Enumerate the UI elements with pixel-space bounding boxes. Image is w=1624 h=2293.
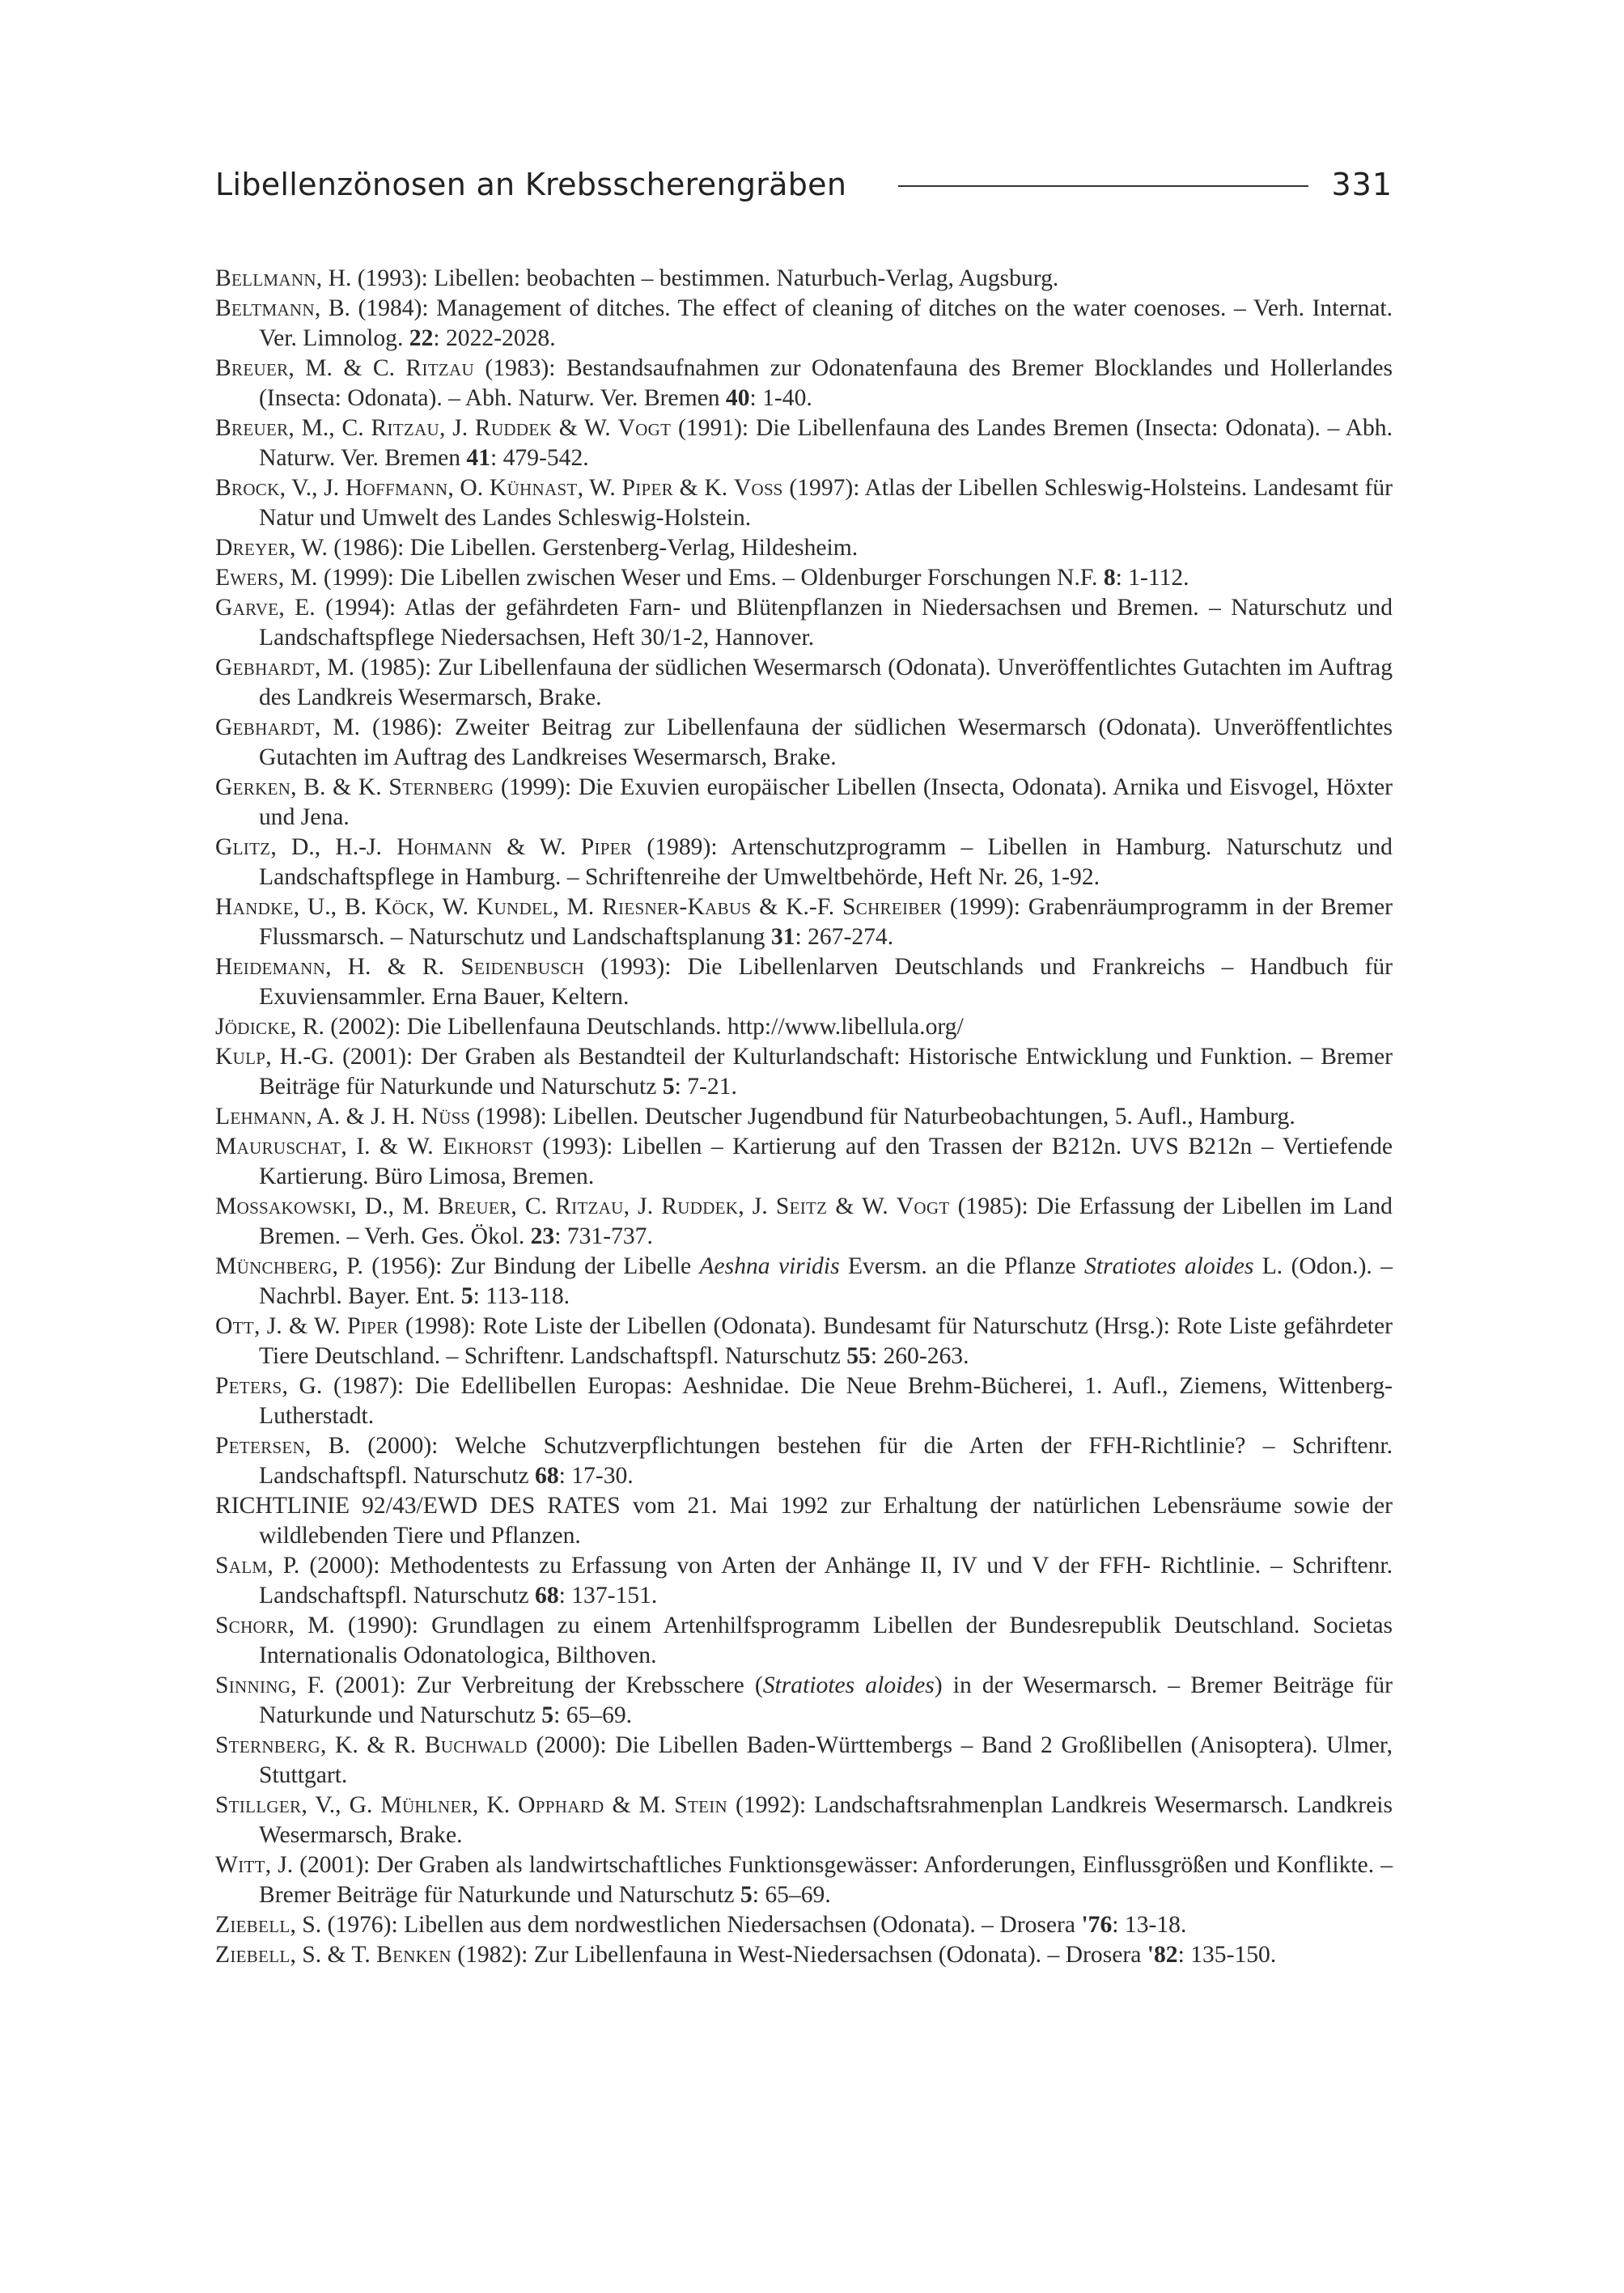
author-name: Jödicke [215, 1014, 290, 1040]
reference-text: , J. [439, 415, 475, 441]
reference-text: (1999): Grabenräumprogramm in der Bremer Flussmarsch. – Naturschutz und Landschaftsplanung [259, 894, 1393, 950]
reference-text: , M. & C. [288, 355, 406, 381]
author-name: Ziebell [215, 1942, 290, 1968]
author-name: Ziebell [215, 1912, 290, 1938]
reference-text: , W. (1986): Die Libellen. Gerstenberg-Verlag, Hildesheim. [290, 535, 859, 561]
author-name: Kundel [476, 894, 553, 920]
author-name: Breuer [215, 415, 289, 441]
author-name: Ott [215, 1313, 254, 1339]
author-name: Salm [215, 1553, 268, 1579]
author-name: Schreiber [842, 894, 943, 920]
reference-text: (1992): Landschaftsrahmenplan Landkreis Wesermarsch. Landkreis Wesermarsch, Brake. [259, 1792, 1393, 1848]
volume-number: 41 [466, 445, 491, 471]
reference-entry [215, 1102, 1393, 1132]
author-name: Petersen [215, 1433, 306, 1459]
reference-text: , V., J. [279, 475, 346, 501]
reference-text: : 479-542. [490, 445, 589, 471]
reference-text: : 17-30. [558, 1463, 634, 1489]
species-name: Stratiotes aloides [762, 1672, 935, 1698]
reference-text: (1985): Die Erfassung der Libellen im Land Bremen. – Verh. Ges. Ökol. [259, 1193, 1393, 1249]
reference-text: , K. [472, 1792, 519, 1818]
author-name: Handke [215, 894, 294, 920]
author-name: Gebhardt [215, 714, 315, 740]
reference-text: , P. (2000): Methodentests zu Erfassung von Arten der Anhänge II, IV und V der FFH- Richtlinie. – Schriftenr. Landschaftspfl. Naturschutz [259, 1553, 1393, 1608]
reference-entry [215, 1551, 1393, 1611]
reference-text: , I. & W. [341, 1134, 443, 1159]
reference-text: : 1-40. [749, 385, 812, 411]
author-name: Eikhorst [443, 1134, 533, 1159]
reference-text: , U., B. [293, 894, 375, 920]
author-name: Dreyer [215, 535, 290, 561]
author-name: Hohmann [396, 834, 493, 860]
running-header [215, 160, 1393, 209]
volume-number: 5 [740, 1882, 753, 1908]
reference-entry [215, 1850, 1393, 1910]
volume-number: 8 [1103, 565, 1116, 591]
author-name: Breuer [437, 1193, 511, 1219]
author-name: Beltmann [215, 295, 315, 321]
reference-text: (1993): Libellen – Kartierung auf den Trassen der B212n. UVS B212n – Vertiefende Kartierung. Büro Limosa, Bremen. [259, 1134, 1393, 1189]
author-name: Hoffmann [345, 475, 448, 501]
reference-text: , W. [428, 894, 477, 920]
author-name: Ewers [215, 565, 278, 591]
author-name: Schorr [215, 1613, 289, 1638]
reference-entry [215, 1371, 1393, 1431]
reference-entry [215, 1940, 1393, 1970]
reference-entry [215, 713, 1393, 773]
reference-text: (1998): Rote Liste der Libellen (Odonata). Bundesamt für Naturschutz (Hrsg.): Rote Liste gefährdeter Tiere Deutschland. – Schriftenr. Landschaftspfl. Naturschutz [259, 1313, 1393, 1369]
author-name: Piper [346, 1313, 399, 1339]
reference-entry [215, 1312, 1393, 1371]
reference-text: (1991): Die Libellenfauna des Landes Bremen (Insecta: Odonata). – Abh. Naturw. Ver. Bremen [259, 415, 1393, 471]
volume-number: 40 [725, 385, 750, 411]
reference-text: & M. [604, 1792, 675, 1818]
author-name: Buchwald [424, 1732, 528, 1758]
author-name: Piper [580, 834, 633, 860]
volume-number: 22 [409, 325, 434, 351]
reference-text: , F. (2001): Zur Verbreitung der Krebsschere ( [290, 1672, 763, 1698]
reference-entry [215, 264, 1393, 294]
reference-text: (1993): Die Libellenlarven Deutschlands und Frankreichs – Handbuch für Exuviensammler. Erna Bauer, Keltern. [259, 954, 1393, 1010]
author-name: Nüß [421, 1104, 471, 1130]
reference-text: (1983): Bestandsaufnahmen zur Odonatenfauna des Bremer Blocklandes und Hollerlandes (Insecta: Odonata). – Abh. Naturw. Ver. Bremen [259, 355, 1393, 411]
reference-text: ) in der Wesermarsch. – Bremer Beiträge für Naturkunde und Naturschutz [259, 1672, 1393, 1728]
reference-text: , J. & W. [253, 1313, 347, 1339]
author-name: Ritzau [405, 355, 474, 381]
reference-entry [215, 653, 1393, 713]
page-number: 331 [1331, 167, 1393, 202]
author-name: Mühlner [380, 1792, 473, 1818]
reference-entry [215, 952, 1393, 1012]
reference-entry [215, 892, 1393, 952]
author-name: Vogt [617, 415, 672, 441]
volume-number: 5 [541, 1702, 554, 1728]
reference-text: (1982): Zur Libellenfauna in West-Niedersachsen (Odonata). – Drosera [451, 1942, 1147, 1968]
reference-text: Eversm. an die Pflanze [839, 1253, 1085, 1279]
author-name: Opphard [518, 1792, 604, 1818]
author-name: Stein [674, 1792, 727, 1818]
running-title: Libellenzönosen an Krebsscherengräben [215, 167, 847, 202]
reference-text: & W. [551, 415, 618, 441]
reference-text: , H. (1993): Libellen: beobachten – bestimmen. Naturbuch-Verlag, Augsburg. [316, 265, 1059, 291]
reference-text: : 260-263. [870, 1343, 969, 1369]
reference-text: , B. (2000): Welche Schutzverpflichtungen bestehen für die Arten der FFH-Richtlinie? – Schriftenr. Landschaftspfl. Naturschutz [259, 1433, 1393, 1489]
header-rule [898, 185, 1308, 187]
reference-text: , B. (1984): Management of ditches. The effect of cleaning of ditches on the water coenoses. – Verh. Internat. Ver. Limnolog. [259, 295, 1393, 351]
reference-entry [215, 1611, 1393, 1671]
reference-text: : 731-737. [554, 1223, 653, 1249]
reference-entry [215, 593, 1393, 653]
reference-text: , S. & T. [290, 1942, 377, 1968]
author-name: Seitz [775, 1193, 828, 1219]
volume-number: 31 [770, 924, 795, 950]
author-name: Münchberg [215, 1253, 333, 1279]
reference-text: , M. (1999): Die Libellen zwischen Weser und Ems. – Oldenburger Forschungen N.F. [278, 565, 1104, 591]
author-name: Garve [215, 595, 279, 621]
reference-text: RICHTLINIE 92/43/EWD DES RATES vom 21. Mai 1992 zur Erhaltung der natürlichen Lebensräume sowie der wildlebenden Tiere und Pflanzen. [215, 1493, 1393, 1549]
reference-entry [215, 354, 1393, 413]
author-name: Mossakowski [215, 1193, 351, 1219]
reference-text: : 113-118. [473, 1283, 570, 1309]
volume-number: '82 [1147, 1942, 1178, 1968]
reference-text: & W. [492, 834, 581, 860]
reference-text: & W. [827, 1193, 897, 1219]
reference-text: : 135-150. [1177, 1942, 1277, 1968]
reference-text: , J. [738, 1193, 776, 1219]
reference-text: , A. & J. H. [306, 1104, 422, 1130]
reference-text: , K. & R. [320, 1732, 425, 1758]
author-name: Glitz [215, 834, 271, 860]
reference-text: , W. [577, 475, 622, 501]
reference-text: , J. (2001): Der Graben als landwirtschaftliches Funktionsgewässer: Anforderungen, Einflussgrößen und Konflikte. – Bremer Beiträge für Naturkunde und Naturschutz [259, 1852, 1393, 1908]
author-name: Ruddek [474, 415, 552, 441]
reference-text: , D., M. [350, 1193, 438, 1219]
reference-text: , D., H.-J. [270, 834, 397, 860]
reference-text: , P. (1956): Zur Bindung der Libelle [332, 1253, 700, 1279]
reference-entry [215, 833, 1393, 892]
reference-text: (1999): Die Exuvien europäischer Libellen (Insecta, Odonata). Arnika und Eisvogel, Höxter und Jena. [259, 774, 1393, 830]
author-name: Bellmann [215, 265, 316, 291]
author-name: Brock [215, 475, 280, 501]
author-name: Kulp [215, 1044, 266, 1070]
reference-entry [215, 773, 1393, 833]
reference-entry [215, 1012, 1393, 1042]
species-name: Stratiotes aloides [1084, 1253, 1254, 1279]
author-name: Heidemann [215, 954, 326, 980]
volume-number: 5 [662, 1074, 675, 1100]
reference-entry [215, 533, 1393, 563]
author-name: Voß [733, 475, 783, 501]
reference-text: : 137-151. [558, 1583, 658, 1608]
reference-text: : 7-21. [674, 1074, 737, 1100]
reference-entry [215, 1132, 1393, 1192]
author-name: Vogt [896, 1193, 950, 1219]
reference-text: , C. [511, 1193, 556, 1219]
author-name: Sternberg [215, 1732, 320, 1758]
author-name: Sinning [215, 1672, 291, 1698]
reference-text: (2000): Die Libellen Baden-Württembergs – Band 2 Großlibellen (Anisoptera). Ulmer, Stuttgart. [259, 1732, 1393, 1788]
reference-list [215, 264, 1393, 1970]
author-name: Breuer [215, 355, 289, 381]
reference-text: , R. (2002): Die Libellenfauna Deutschlands. http://www.libellula.org/ [290, 1014, 964, 1040]
author-name: Stillger [215, 1792, 302, 1818]
reference-text: , E. (1994): Atlas der gefährdeten Farn- und Blütenpflanzen in Niedersachsen und Bremen. – Naturschutz und Landschaftspflege Niedersachsen, Heft 30/1-2, Hannover. [259, 595, 1393, 651]
reference-entry [215, 1042, 1393, 1102]
reference-entry [215, 413, 1393, 473]
author-name: Peters [215, 1373, 282, 1399]
reference-text: , M. (1990): Grundlagen zu einem Artenhilfsprogramm Libellen der Bundesrepublik Deutschland. Societas Internationalis Odonatologica, Bilthoven. [259, 1613, 1393, 1668]
reference-text: : 65–69. [553, 1702, 633, 1728]
author-name: Riesner-Kabus [602, 894, 752, 920]
reference-text: , G. (1987): Die Edellibellen Europas: Aeshnidae. Die Neue Brehm-Bücherei, 1. Aufl., Ziemens, Wittenberg-Lutherstadt. [259, 1373, 1393, 1429]
volume-number: 68 [535, 1583, 559, 1608]
author-name: Gerken [215, 774, 291, 800]
author-name: Köck [374, 894, 429, 920]
reference-text: , M. (1985): Zur Libellenfauna der südlichen Wesermarsch (Odonata). Unveröffentlichtes Gutachten im Auftrag des Landkreis Wesermarsch, Brake. [259, 655, 1393, 710]
author-name: Ruddek [661, 1193, 739, 1219]
reference-text: : 267-274. [795, 924, 894, 950]
reference-text: , O. [447, 475, 490, 501]
reference-text: : 65–69. [752, 1882, 831, 1908]
reference-text: , H. & R. [325, 954, 461, 980]
author-name: Gebhardt [215, 655, 315, 680]
reference-text: (1989): Artenschutzprogramm – Libellen in Hamburg. Naturschutz und Landschaftspflege in Hamburg. – Schriftenreihe der Umweltbehörde, Heft Nr. 26, 1-92. [259, 834, 1393, 890]
reference-entry [215, 1252, 1393, 1312]
reference-text: : 2022-2028. [433, 325, 556, 351]
reference-text: , J. [623, 1193, 662, 1219]
volume-number: '76 [1081, 1912, 1113, 1938]
reference-text: , M. (1986): Zweiter Beitrag zur Libellenfauna der südlichen Wesermarsch (Odonata). Unveröffentlichtes Gutachten im Auftrag des Landkreises Wesermarsch, Brake. [259, 714, 1393, 770]
author-name: Piper [621, 475, 673, 501]
reference-entry [215, 294, 1393, 354]
reference-text: , M., C. [288, 415, 371, 441]
reference-entry [215, 1491, 1393, 1551]
volume-number: 23 [530, 1223, 555, 1249]
author-name: Mauruschat [215, 1134, 341, 1159]
author-name: Ritzau [371, 415, 439, 441]
reference-entry [215, 1910, 1393, 1940]
reference-text: (1997): Atlas der Libellen Schleswig-Holsteins. Landesamt für Natur und Umwelt des Landes Schleswig-Holstein. [259, 475, 1393, 531]
reference-text: & K. [672, 475, 734, 501]
species-name: Aeshna viridis [699, 1253, 840, 1279]
author-name: Lehmann [215, 1104, 307, 1130]
reference-entry [215, 1192, 1393, 1252]
reference-text: : 1-112. [1115, 565, 1189, 591]
author-name: Seidenbusch [460, 954, 585, 980]
author-name: Ritzau [555, 1193, 624, 1219]
reference-text: : 13-18. [1112, 1912, 1187, 1938]
reference-entry [215, 1671, 1393, 1731]
reference-text: , B. & K. [290, 774, 389, 800]
reference-entry [215, 1791, 1393, 1850]
reference-entry [215, 563, 1393, 593]
reference-text: , S. (1976): Libellen aus dem nordwestlichen Niedersachsen (Odonata). – Drosera [290, 1912, 1082, 1938]
author-name: Kühnast [489, 475, 578, 501]
reference-text: L. (Odon.). – Nachrbl. Bayer. Ent. [259, 1253, 1393, 1309]
reference-entry [215, 473, 1393, 533]
reference-text: (1998): Libellen. Deutscher Jugendbund für Naturbeobachtungen, 5. Aufl., Hamburg. [470, 1104, 1295, 1130]
volume-number: 55 [846, 1343, 871, 1369]
reference-entry [215, 1431, 1393, 1491]
reference-entry [215, 1731, 1393, 1791]
reference-text: , M. [553, 894, 603, 920]
reference-text: & K.-F. [751, 894, 843, 920]
reference-text: , H.-G. (2001): Der Graben als Bestandteil der Kulturlandschaft: Historische Entwicklung und Funktion. – Bremer Beiträge für Naturkunde und Naturschutz [259, 1044, 1393, 1100]
volume-number: 68 [535, 1463, 559, 1489]
volume-number: 5 [460, 1283, 473, 1309]
author-name: Sternberg [388, 774, 494, 800]
author-name: Benken [376, 1942, 452, 1968]
author-name: Witt [215, 1852, 265, 1878]
reference-text: , V., G. [301, 1792, 381, 1818]
